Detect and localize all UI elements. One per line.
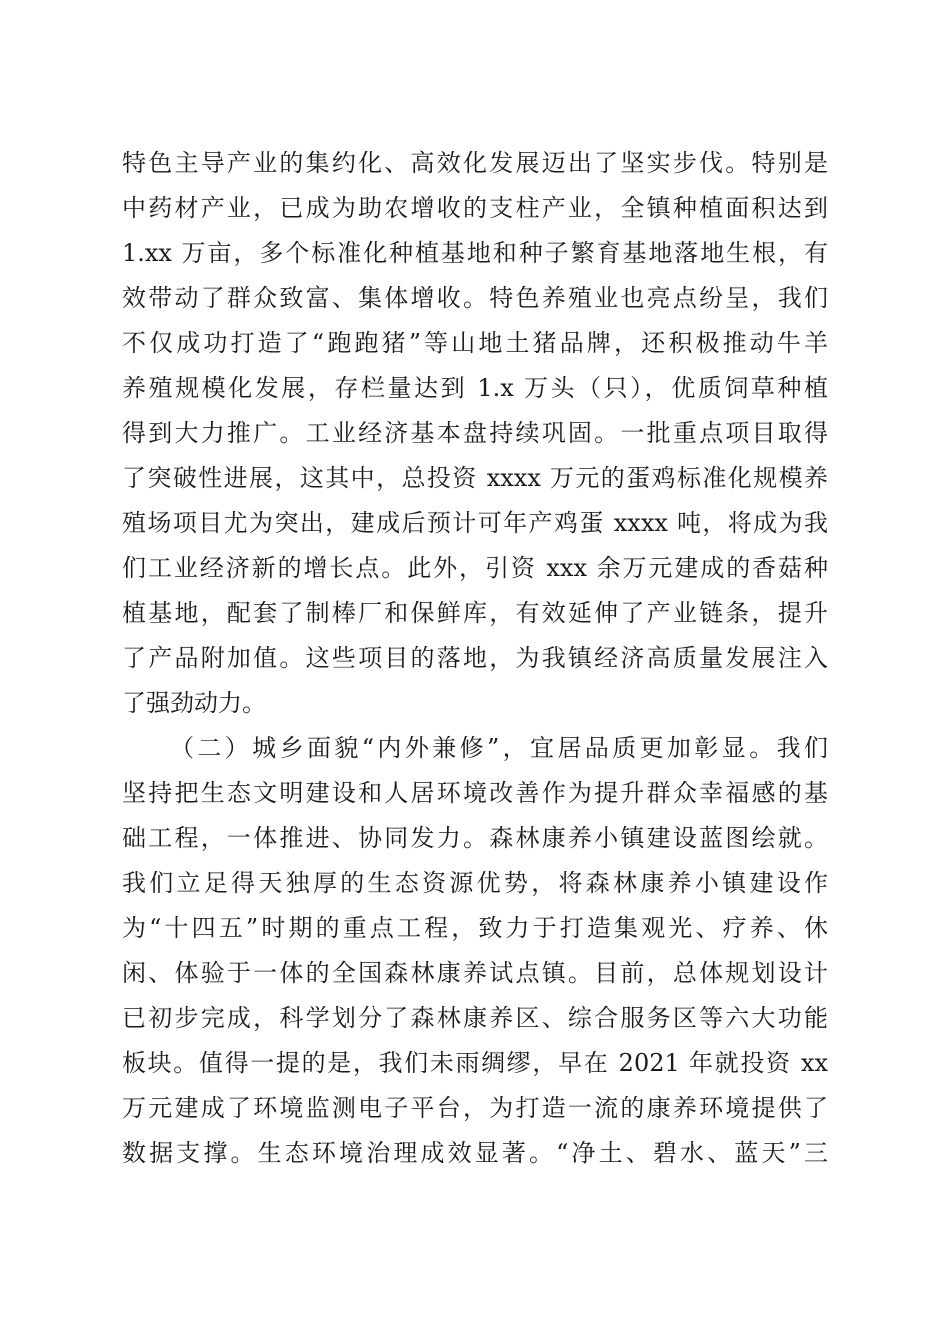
text-line-10: 们工业经济新的增长点。此外，引资 xxx 余万元建成的香菇种 [122,554,828,582]
text-line-5: 不仅成功打造了“跑跑猪”等山地土猪品牌，还积极推动牛羊 [122,329,828,357]
text-line-15: 坚持把生态文明建设和人居环境改善作为提升群众幸福感的基 [122,779,828,807]
text-line-17: 我们立足得天独厚的生态资源优势，将森林康养小镇建设作 [122,869,828,897]
text-line-11: 植基地，配套了制棒厂和保鲜库，有效延伸了产业链条，提升 [122,599,828,627]
text-line-1: 特色主导产业的集约化、高效化发展迈出了坚实步伐。特别是 [122,149,828,177]
text-line-22: 万元建成了环境监测电子平台，为打造一流的康养环境提供了 [122,1094,828,1122]
text-line-4: 效带动了群众致富、集体增收。特色养殖业也亮点纷呈，我们 [122,284,828,312]
section-heading-line: （二）城乡面貌“内外兼修”，宜居品质更加彰显。我们 [170,734,828,762]
text-line-6: 养殖规模化发展，存栏量达到 1.x 万头（只），优质饲草种植 [122,374,828,402]
text-line-18: 为“十四五”时期的重点工程，致力于打造集观光、疗养、休 [122,914,828,942]
text-line-20: 已初步完成，科学划分了森林康养区、综合服务区等六大功能 [122,1004,828,1032]
text-line-23: 数据支撑。生态环境治理成效显著。“净土、碧水、蓝天”三 [122,1139,828,1167]
text-line-21: 板块。值得一提的是，我们未雨绸缪，早在 2021 年就投资 xx [122,1049,828,1077]
text-line-7: 得到大力推广。工业经济基本盘持续巩固。一批重点项目取得 [122,419,828,447]
text-line-16: 础工程，一体推进、协同发力。森林康养小镇建设蓝图绘就。 [122,824,828,852]
text-line-2: 中药材产业，已成为助农增收的支柱产业，全镇种植面积达到 [122,194,828,222]
text-line-12: 了产品附加值。这些项目的落地，为我镇经济高质量发展注入 [122,644,828,672]
text-line-19: 闲、体验于一体的全国森林康养试点镇。目前，总体规划设计 [122,959,828,987]
text-line-13: 了强劲动力。 [122,689,266,717]
text-line-3: 1.xx 万亩，多个标准化种植基地和种子繁育基地落地生根，有 [122,239,828,267]
text-line-8: 了突破性进展，这其中，总投资 xxxx 万元的蛋鸡标准化规模养 [122,464,828,492]
text-line-9: 殖场项目尤为突出，建成后预计可年产鸡蛋 xxxx 吨，将成为我 [122,509,828,537]
